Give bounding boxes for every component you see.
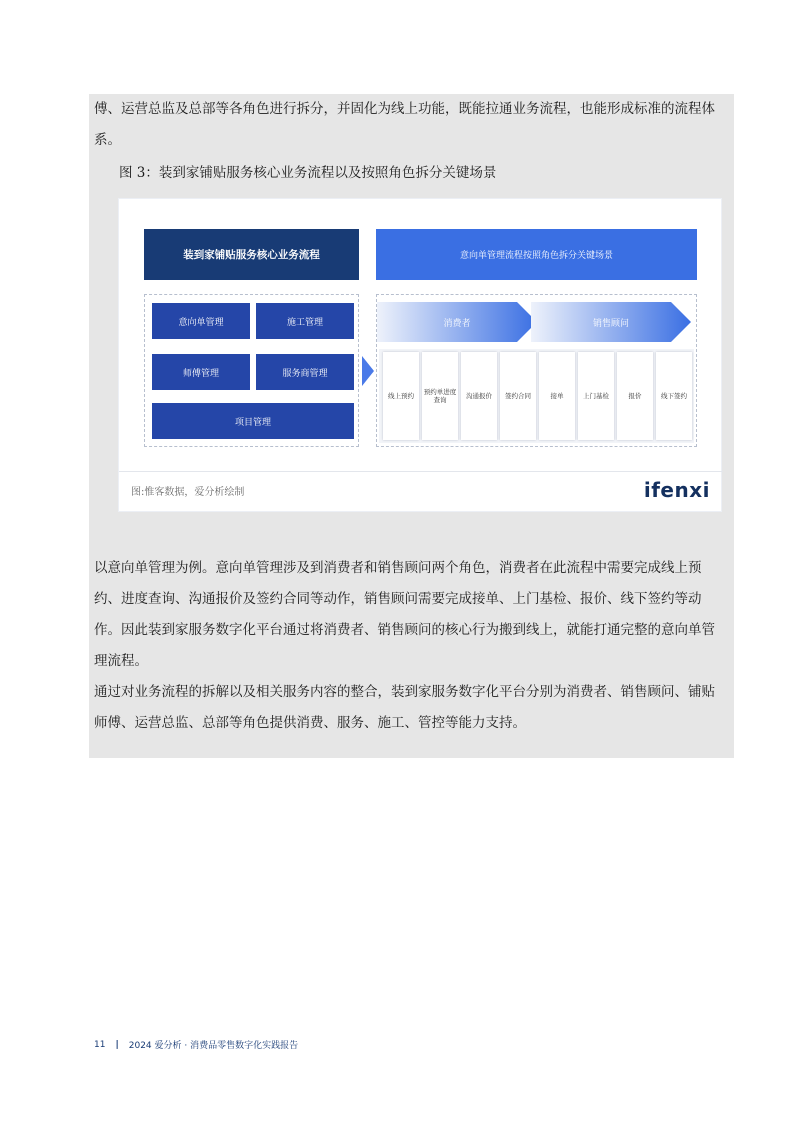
module-project: 项目管理 <box>152 403 354 439</box>
step-item: 签约合同 <box>500 352 536 440</box>
report-title: 2024 爱分析 · 消费品零售数字化实践报告 <box>128 1041 299 1051</box>
step-item: 报价 <box>617 352 653 440</box>
role-scenario-header: 意向单管理流程按照角色拆分关键场景 <box>376 229 697 280</box>
figure-caption: 图 3：装到家铺贴服务核心业务流程以及按照角色拆分关键场景 <box>119 165 497 181</box>
paragraph-example: 以意向单管理为例。意向单管理涉及到消费者和销售顾问两个角色，消费者在此流程中需要完成线上预约、进度查询、沟通报价及签约合同等动作，销售顾问需要完成接单、上门基检、报价、线下签约等动作。因此装到家服务数字化平台通过将消费者、销售顾问的核心行为搬到线上，就能打通完整的意向单管理流程。 <box>94 560 715 669</box>
paragraph-intro: 傅、运营总监及总部等各角色进行拆分，并固化为线上功能，既能拉通业务流程，也能形成标准的流程体系。 <box>94 101 715 148</box>
flow-arrow-icon <box>362 356 374 386</box>
ifenxi-logo: ifenxi <box>643 478 710 502</box>
core-process-header: 装到家铺贴服务核心业务流程 <box>144 229 359 280</box>
role-consumer: 消费者 <box>443 318 471 329</box>
step-item: 线上预约 <box>383 352 419 440</box>
step-item: 线下签约 <box>656 352 692 440</box>
step-item: 接单 <box>539 352 575 440</box>
step-item: 上门基检 <box>578 352 614 440</box>
figure-diagram <box>118 198 722 512</box>
footer-separator: | <box>115 1039 119 1050</box>
page-number: 11 <box>94 1039 106 1050</box>
module-master: 师傅管理 <box>152 354 250 390</box>
module-construction: 施工管理 <box>256 303 354 339</box>
role-sales-consultant: 销售顾问 <box>592 318 629 329</box>
module-intent-order: 意向单管理 <box>152 303 250 339</box>
module-service-provider: 服务商管理 <box>256 354 354 390</box>
step-item: 沟通报价 <box>461 352 497 440</box>
figure-source: 图:惟客数据，爱分析绘制 <box>131 487 245 498</box>
step-item: 预约单进度查询 <box>422 352 458 440</box>
paragraph-summary: 通过对业务流程的拆解以及相关服务内容的整合，装到家服务数字化平台分别为消费者、销售顾问、铺贴师傅、运营总监、总部等角色提供消费、服务、施工、管控等能力支持。 <box>94 684 715 731</box>
page-footer <box>94 1038 298 1051</box>
figure-divider <box>119 471 723 472</box>
